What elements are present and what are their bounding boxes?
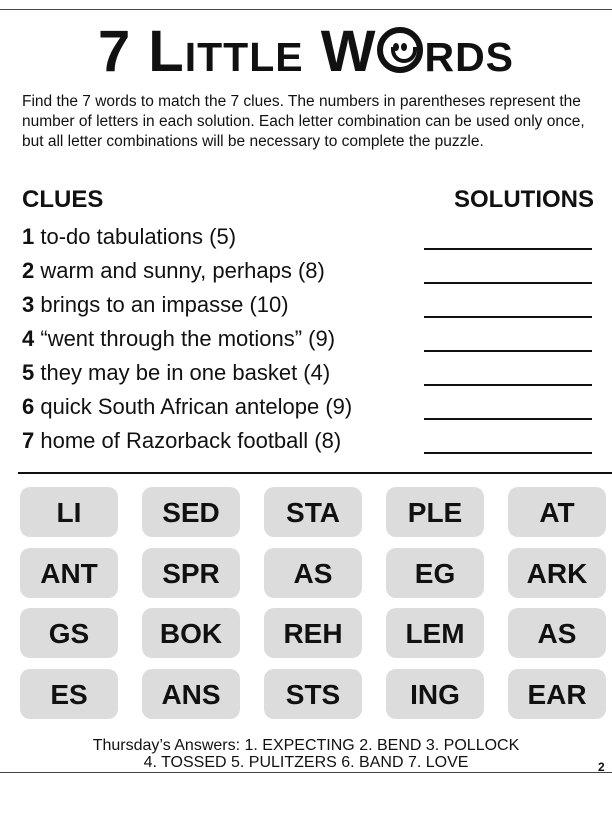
clue-number: 1 (22, 224, 35, 249)
clue-text: they may be in one basket (4) (34, 360, 331, 385)
smiley-face-icon (377, 27, 423, 73)
title-part-1: 7 Little W (97, 19, 377, 84)
title-part-2: rds (424, 19, 515, 84)
previous-answers (0, 737, 612, 771)
clue-number: 7 (22, 428, 35, 453)
letter-tile[interactable]: AS (508, 608, 606, 658)
solution-blank[interactable] (424, 282, 592, 284)
solutions-header: SOLUTIONS (453, 186, 594, 213)
letter-tile[interactable]: EAR (508, 669, 606, 719)
top-rule (0, 9, 612, 10)
letter-tile[interactable]: LI (20, 487, 118, 537)
clue-row (22, 224, 594, 254)
letter-tile[interactable]: ANT (20, 548, 118, 598)
solution-blank[interactable] (424, 316, 592, 318)
bottom-rule (0, 772, 612, 773)
letter-tile[interactable]: BOK (142, 608, 240, 658)
clue-number: 6 (22, 394, 35, 419)
page-number: 2 (598, 760, 605, 774)
solution-blank[interactable] (424, 418, 592, 420)
clue-row (22, 326, 594, 356)
clue-text: warm and sunny, perhaps (8) (34, 258, 325, 283)
clue-text: home of Razorback football (8) (34, 428, 342, 453)
letter-tile[interactable]: ING (386, 669, 484, 719)
clue-row (22, 258, 594, 288)
solution-blank[interactable] (424, 248, 592, 250)
letter-tile[interactable]: ARK (508, 548, 606, 598)
solution-blank[interactable] (424, 384, 592, 386)
letter-tile[interactable]: SED (142, 487, 240, 537)
divider (18, 472, 612, 474)
clue-number: 5 (22, 360, 35, 385)
letter-tile[interactable]: ES (20, 669, 118, 719)
letter-tile[interactable]: AS (264, 548, 362, 598)
clue-row (22, 428, 594, 458)
letter-tile[interactable]: GS (20, 608, 118, 658)
letter-tile[interactable]: STA (264, 487, 362, 537)
clue-number: 2 (22, 258, 35, 283)
solution-blank[interactable] (424, 452, 592, 454)
instructions: Find the 7 words to match the 7 clues. The numbers in parentheses represent the number of letters in each solution. Each letter combination can be used only once, but all letter combinations will be necessary to complete the puzzle. (22, 93, 585, 150)
letter-tile[interactable]: PLE (386, 487, 484, 537)
clue-number: 4 (22, 326, 35, 351)
solution-blank[interactable] (424, 350, 592, 352)
answers-line-1: Thursday’s Answers: 1. EXPECTING 2. BEND 3. POLLOCK (92, 737, 520, 754)
clue-row (22, 292, 594, 322)
puzzle-title (0, 20, 612, 84)
clue-row (22, 360, 594, 390)
clues-header: CLUES (22, 186, 104, 213)
letter-tile[interactable]: SPR (142, 548, 240, 598)
clue-text: “went through the motions” (9) (34, 326, 336, 351)
clue-number: 3 (22, 292, 35, 317)
letter-tile[interactable]: ANS (142, 669, 240, 719)
clue-text: to-do tabulations (5) (34, 224, 237, 249)
letter-tile[interactable]: REH (264, 608, 362, 658)
clue-text: quick South African antelope (9) (34, 394, 353, 419)
letter-tile[interactable]: AT (508, 487, 606, 537)
clue-text: brings to an impasse (10) (34, 292, 289, 317)
clue-row (22, 394, 594, 424)
letter-tile[interactable]: EG (386, 548, 484, 598)
letter-tile[interactable]: STS (264, 669, 362, 719)
answers-line-2: 4. TOSSED 5. PULITZERS 6. BAND 7. LOVE (143, 754, 469, 771)
letter-tile[interactable]: LEM (386, 608, 484, 658)
